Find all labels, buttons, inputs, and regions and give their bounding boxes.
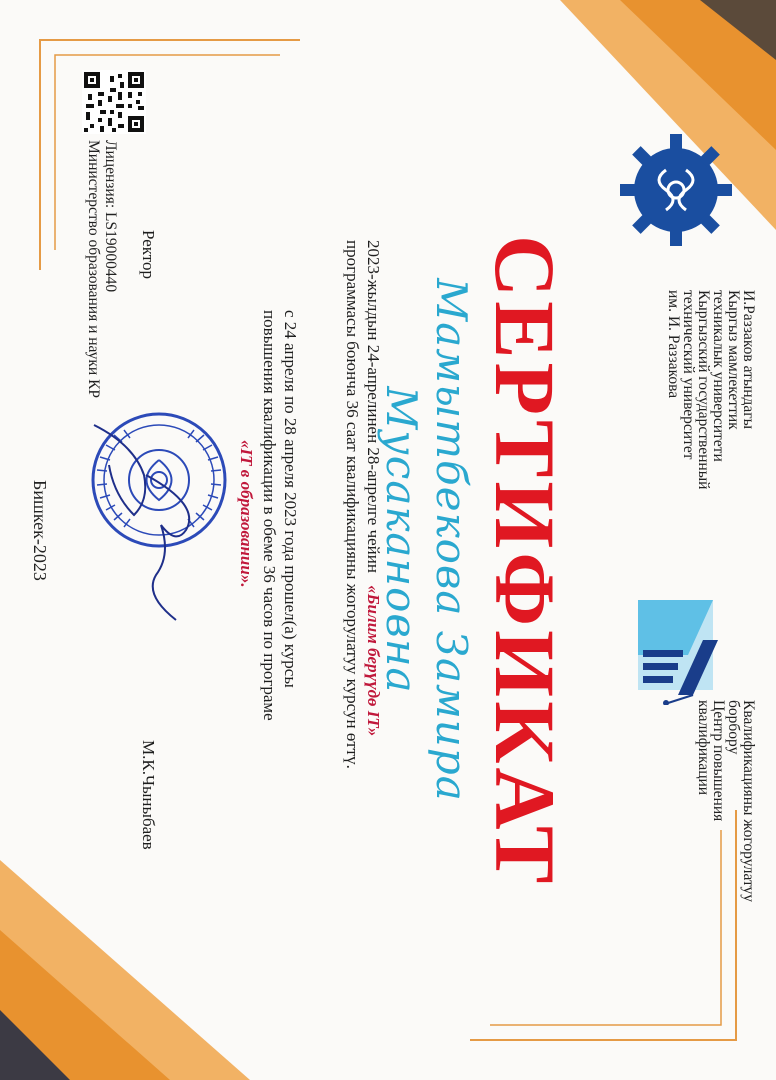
university-gear-logo-icon — [616, 130, 736, 250]
kyrgyz-dates: 2023-жылдын 24-апрелинен 28-апрелге чейин — [364, 240, 383, 573]
center-line: Квалификацияны жогорулатуу — [740, 700, 757, 903]
university-line: Кыргыз мамлекеттик — [725, 290, 742, 430]
ministry-name: Министерство образования и науки КР — [85, 140, 102, 399]
university-line: технический университет — [680, 290, 697, 460]
russian-text-line-1: с 24 апреля по 28 апреля 2023 года прошел(а) курсы — [281, 310, 300, 688]
center-line: борбору — [725, 700, 742, 755]
university-line: Кыргызский государственный — [695, 290, 712, 490]
university-name — [666, 290, 756, 520]
kyrgyz-course-name: «Билим берүүдө IT» — [364, 585, 383, 737]
russian-text-line-2: повышения квалификации в обеме 36 часов по програме — [260, 310, 279, 721]
kyrgyz-text-line-1 — [364, 240, 383, 736]
kyrgyz-text-line-2: программасы боюнча 36 саат квалификацияны жогорулатуу курсун өттү. — [343, 240, 362, 769]
russian-course-name: «IT в образовании». — [237, 440, 256, 588]
recipient-name: Мамытбекова Замира Мусакановна — [377, 278, 476, 802]
rector-name: М.К.Чыныбаев — [139, 740, 158, 850]
center-line: Центр повышения — [710, 700, 727, 822]
center-name — [696, 700, 756, 970]
rector-label: Ректор — [139, 230, 158, 280]
certificate-title: СЕРТИФИКАТ — [477, 235, 573, 888]
university-line: им. И. Раззакова — [665, 290, 682, 399]
city-year: Бишкек-2023 — [30, 480, 50, 581]
rector-signature-icon — [136, 470, 206, 630]
university-line: И.Раззаков атындагы — [740, 290, 757, 430]
license-number: Лицензия: LS19000440 — [102, 140, 119, 293]
qr-code-icon — [82, 70, 146, 134]
university-line: техникалык университети — [710, 290, 727, 462]
center-building-logo-icon — [633, 595, 728, 705]
center-line: квалификации — [695, 700, 712, 796]
